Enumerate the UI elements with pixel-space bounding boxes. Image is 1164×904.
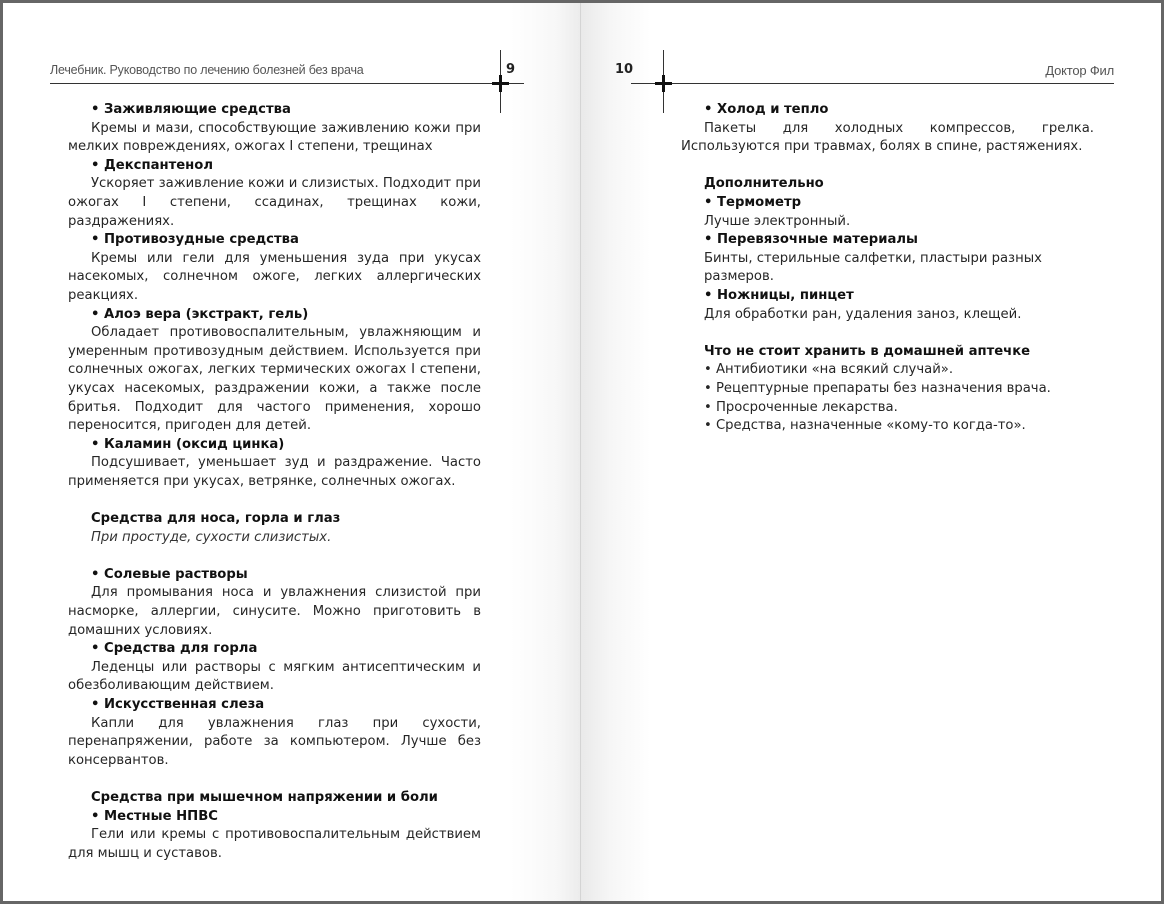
paragraph-gap bbox=[681, 157, 1094, 176]
paragraph: Подсушивает, уменьшает зуд и раздражение. Часто применяется при укусах, ветрянке, солнечных ожогах. bbox=[68, 455, 481, 489]
page-number-right: 10 bbox=[615, 62, 634, 77]
paragraph: Капли для увлажнения глаз при сухости, перенапряжении, работе за компьютером. Лучше без консервантов. bbox=[68, 715, 481, 768]
section-subtitle: При простуде, сухости слизистых. bbox=[91, 529, 332, 545]
crop-mark-cross-v-right bbox=[662, 75, 665, 92]
header-rule-left bbox=[50, 83, 524, 84]
item-description: Лучше электронный. bbox=[704, 213, 851, 229]
section-heading: • Заживляющие средства bbox=[91, 102, 291, 117]
section-heading: • Декспантенол bbox=[91, 157, 214, 173]
section-heading: • Средства для горла bbox=[91, 641, 258, 657]
section-heading: • Термометр bbox=[704, 194, 802, 210]
list-item: • Просроченные лекарства. bbox=[704, 399, 898, 415]
section-heading: • Алоэ вера (экстракт, гель) bbox=[91, 306, 309, 322]
paragraph-gap bbox=[681, 324, 1094, 343]
section-heading: Что не стоит хранить в домашней аптечке bbox=[704, 343, 1031, 359]
paragraph-gap bbox=[68, 547, 481, 566]
running-head-left: Лечебник. Руководство по лечению болезней без врача bbox=[50, 63, 364, 77]
section-heading: • Каламин (оксид цинка) bbox=[91, 436, 285, 452]
paragraph-gap bbox=[68, 491, 481, 510]
page-left bbox=[3, 3, 580, 901]
paragraph: Обладает противовоспалительным, увлажняющим и умеренным противозудным действием. Используется при солнечных ожогах, легких термических ожогах I степени, укусах насекомых, раздражении кожи, а также после бритья. Подходит для частого применения, хорошо переносится, пригоден для детей. bbox=[68, 325, 481, 434]
section-heading: Средства для носа, горла и глаз bbox=[91, 511, 341, 527]
right-page-body bbox=[681, 101, 1094, 436]
paragraph: Пакеты для холодных компрессов, грелка. Используются при травмах, болях в спине, растяжениях. bbox=[681, 120, 1094, 155]
running-head-right: Доктор Фил bbox=[1045, 63, 1114, 78]
item-description: Бинты, стерильные салфетки, пластыри разных размеров. bbox=[704, 250, 1042, 285]
page-number-left: 9 bbox=[506, 62, 516, 77]
section-heading: Средства при мышечном напряжении и боли bbox=[91, 789, 438, 805]
section-heading: Дополнительно bbox=[704, 176, 824, 192]
section-heading: • Противозудные средства bbox=[91, 232, 299, 248]
paragraph: Для промывания носа и увлажнения слизистой при насморке, аллергии, синусите. Можно приготовить в домашних условиях. bbox=[68, 585, 481, 638]
list-item: • Антибиотики «на всякий случай». bbox=[704, 362, 954, 378]
section-heading: • Холод и тепло bbox=[704, 102, 829, 117]
paragraph: Кремы и мази, способствующие заживлению кожи при мелких повреждениях, ожогах I степени, трещинах bbox=[68, 120, 481, 155]
list-item: • Рецептурные препараты без назначения врача. bbox=[704, 380, 1051, 396]
list-item: • Средства, назначенные «кому-то когда-то». bbox=[704, 418, 1026, 434]
section-heading: • Местные НПВС bbox=[91, 808, 218, 824]
section-heading: • Солевые растворы bbox=[91, 566, 248, 582]
paragraph: Гели или кремы с противовоспалительным действием для мышц и суставов. bbox=[68, 827, 481, 861]
section-heading: • Ножницы, пинцет bbox=[704, 287, 854, 303]
section-heading: • Перевязочные материалы bbox=[704, 232, 918, 248]
paragraph: Леденцы или растворы с мягким антисептическим и обезболивающим действием. bbox=[68, 659, 481, 694]
left-page-body bbox=[68, 101, 481, 863]
paragraph-gap bbox=[68, 770, 481, 789]
section-heading: • Искусственная слеза bbox=[91, 697, 265, 712]
paragraph: Кремы или гели для уменьшения зуда при укусах насекомых, солнечном ожоге, легких аллергических реакциях. bbox=[68, 250, 481, 303]
paragraph: Ускоряет заживление кожи и слизистых. Подходит при ожогах I степени, ссадинах, трещинах кожи, раздражениях. bbox=[68, 176, 481, 229]
crop-mark-cross-v-left bbox=[499, 75, 502, 92]
header-rule-right bbox=[631, 83, 1114, 84]
book-spread bbox=[3, 3, 1161, 901]
item-description: Для обработки ран, удаления заноз, клещей. bbox=[704, 306, 1022, 322]
